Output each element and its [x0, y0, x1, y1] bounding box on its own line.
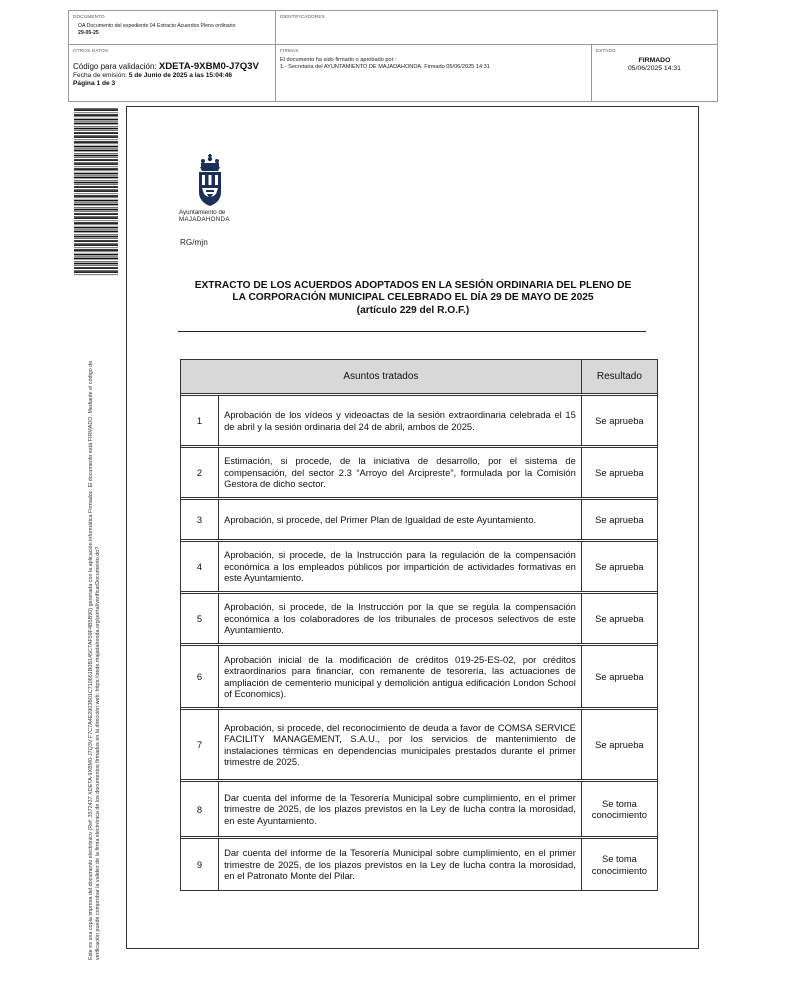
emission-date: 5 de Junio de 2025 a las 15:04:46 [128, 72, 233, 79]
row-result: Se aprueba [581, 542, 657, 592]
row-topic: Aprobación inicial de la modificación de créditos 019-25-ES-02, por créditos extraordinarios para financiar, con remanente de tesorería, las actuaciones de ampliación de cementerio municipal y demolición antigua edificación London School of Economics). [219, 646, 582, 708]
barcode-bar [74, 184, 118, 185]
emission-line [73, 72, 232, 79]
barcode-bar [74, 157, 118, 158]
title-line2: LA CORPORACIÓN MUNICIPAL CELEBRADO EL DÍA 29 DE MAYO DE 2025 [232, 292, 594, 304]
barcode-bar [74, 109, 118, 111]
barcode-bar [74, 113, 118, 114]
barcode-bar [74, 163, 118, 165]
barcode-bar [74, 176, 118, 177]
barcode-bar [74, 195, 118, 197]
table-row [181, 782, 658, 837]
table-header-row [181, 360, 658, 394]
barcode-bar [74, 135, 118, 136]
barcode-bar [74, 240, 118, 242]
barcode-bar [74, 167, 118, 168]
table-row [181, 542, 658, 592]
validation-label: Código para validación: [73, 62, 157, 71]
row-number: 3 [181, 500, 219, 540]
signatures-caption: FIRMAS [280, 48, 299, 53]
barcode-bar [74, 144, 118, 145]
identifiers-caption: IDENTIFICADORES [280, 14, 325, 19]
row-topic: Aprobación de los vídeos y videoactas de la sesión extraordinaria celebrada el 15 de abril y la sesión ordinaria del 24 de abril, ambos de 2025. [219, 396, 582, 446]
barcode-bar [74, 221, 118, 222]
side-text-line1: Este es una copia impresa del documento electrónico (Ref: 3572437 XDETA-9XBM0-J7Q3V F7C7A4E2903B01C710661B0B145C7AF59F4B5B90) generada con la aplicación informática Firmadoc. El documento está FIRMADO. Mediante el código de [88, 360, 94, 960]
emission-label: Fecha de emisión: [73, 72, 127, 79]
barcode-bar [74, 203, 118, 204]
row-topic: Dar cuenta del informe de la Tesorería Municipal sobre cumplimiento, en el primer trimestre de 2025, de los plazos previstos en la Ley de lucha contra la morosidad, en el Patronato Monte del Pilar. [219, 839, 582, 891]
barcode-bar [74, 271, 118, 273]
barcode-bar [74, 243, 118, 244]
barcode-bar [74, 198, 118, 199]
barcode-bar [74, 267, 118, 269]
row-topic: Aprobación, si procede, de la Instrucción para la regulación de la compensación económica a los empleados públicos por impartición de actividades formativas en este Ayuntamiento. [219, 542, 582, 592]
table-body [181, 394, 658, 891]
barcode-bar [74, 168, 118, 170]
row-number: 4 [181, 542, 219, 592]
barcode-bar [74, 238, 118, 239]
row-topic: Dar cuenta del informe de la Tesorería Municipal sobre cumplimiento, en el primer trimestre de 2025, de los plazos previstos en la Ley de lucha contra la morosidad, en este Ayuntamiento. [219, 782, 582, 837]
row-number: 2 [181, 448, 219, 498]
row-topic: Aprobación, si procede, del reconocimiento de deuda a favor de COMSA SERVICE FACILITY MANAGEMENT, S.A.U., por los servicios de mantenimiento de instalaciones térmicas en dependencias municipales prestados durante el primer trimestre de 2025. [219, 710, 582, 780]
document-caption: DOCUMENTO [73, 14, 105, 19]
barcode-bar [74, 149, 118, 150]
table-row [181, 396, 658, 446]
table-row [181, 448, 658, 498]
barcode-bar [74, 128, 118, 130]
barcode-bar [74, 261, 118, 262]
row-result: Se toma conocimiento [581, 839, 657, 891]
validation-code: XDETA-9XBM0-J7Q3V [158, 61, 259, 72]
row-result: Se aprueba [581, 396, 657, 446]
barcode-bar [74, 117, 118, 118]
other-data-caption: OTROS DATOS [73, 48, 109, 53]
barcode-bar [74, 263, 118, 265]
barcode-bar [74, 173, 118, 175]
barcode-bar [74, 126, 118, 127]
barcode-bar [74, 200, 118, 202]
table-row [181, 710, 658, 780]
barcode-bar [74, 114, 118, 116]
barcode-bar [74, 190, 118, 192]
barcode-bar [74, 108, 118, 109]
row-result: Se toma conocimiento [581, 782, 657, 837]
document-reference: RG/mjn [180, 238, 208, 247]
status-caption: ESTADO [596, 48, 616, 53]
row-result: Se aprueba [581, 500, 657, 540]
side-text-line2: verificación puede comprobar la validez de la firma electrónica de los documentos firmados en la dirección web: https://sede.majadahonda.org/portal/verificarDocumento.do? [95, 546, 101, 960]
row-number: 5 [181, 594, 219, 644]
barcode-bar [74, 119, 118, 121]
row-result: Se aprueba [581, 646, 657, 708]
row-number: 6 [181, 646, 219, 708]
barcode-bar [74, 225, 118, 226]
barcode-bar [74, 140, 118, 141]
barcode-bar [74, 275, 118, 276]
barcode-bar [74, 194, 118, 195]
status-value: FIRMADO [638, 57, 671, 64]
document-name: OA Documento del expediente 04 Extracto Acuerdos Pleno ordinario [78, 23, 236, 29]
document-header [68, 10, 718, 102]
document-date: 29-05-25 [78, 30, 99, 36]
other-data-cell [69, 45, 276, 101]
barcode-bar [74, 234, 118, 235]
barcode-bar [74, 171, 118, 172]
signature-entry: 1.- Secretaria del AYUNTAMIENTO DE MAJADAHONDA. Firmado 05/06/2025 14:31 [280, 64, 490, 70]
signatures-intro: El documento ha sido firmado o aprobado por : [280, 57, 397, 63]
barcode-bar [74, 230, 118, 231]
barcode-bar [74, 252, 118, 253]
barcode-bar [74, 132, 118, 134]
barcode-image [74, 108, 118, 276]
verification-side-text [88, 300, 102, 960]
barcode-bar [74, 136, 118, 138]
barcode-bar [74, 270, 118, 271]
barcode-bar [74, 216, 118, 217]
barcode-bar [74, 153, 118, 154]
letterhead-line1: Ayuntamiento de [179, 209, 226, 216]
title-line3: (artículo 229 del R.O.F.) [356, 304, 470, 316]
barcode-bar [74, 231, 118, 233]
table-row [181, 594, 658, 644]
signatures-cell [276, 45, 592, 101]
barcode-bar [74, 244, 118, 246]
barcode-bar [74, 122, 118, 123]
barcode-bar [74, 213, 118, 215]
barcode-bar [74, 257, 118, 258]
barcode-bar [74, 211, 118, 212]
row-number: 8 [181, 782, 219, 837]
barcode-bar [74, 130, 118, 131]
status-date: 05/06/2025 14:31 [628, 65, 681, 72]
barcode-bar [74, 236, 118, 238]
barcode-bar [74, 217, 118, 219]
row-number: 1 [181, 396, 219, 446]
barcode-bar [74, 249, 118, 251]
page-info: Página 1 de 3 [73, 80, 116, 87]
barcode-bar [74, 180, 118, 181]
barcode-bar [74, 222, 118, 224]
barcode-bar [74, 204, 118, 206]
table-row [181, 500, 658, 540]
title-divider [178, 331, 646, 332]
row-result: Se aprueba [581, 448, 657, 498]
header-topics: Asuntos tratados [181, 360, 582, 394]
barcode-bar [74, 141, 118, 143]
row-topic: Estimación, si procede, de la iniciativa de desarrollo, por el sistema de compensación, del sector 2.3 “Arroyo del Arcipreste”, formulada por la Comisión Gestora de dicho sector. [219, 448, 582, 498]
row-topic: Aprobación, si procede, del Primer Plan de Igualdad de este Ayuntamiento. [219, 500, 582, 540]
barcode-bar [74, 207, 118, 208]
barcode-bar [74, 248, 118, 249]
row-number: 9 [181, 839, 219, 891]
table-row [181, 839, 658, 891]
barcode-bar [74, 227, 118, 229]
barcode-bar [74, 150, 118, 152]
header-result: Resultado [581, 360, 657, 394]
agreements-table [180, 359, 658, 891]
barcode-bar [74, 146, 118, 148]
barcode-bar [74, 182, 118, 184]
barcode-bar [74, 177, 118, 179]
barcode-bar [74, 254, 118, 256]
identifiers-cell [276, 11, 717, 45]
document-cell [69, 11, 276, 45]
barcode-bar [74, 162, 118, 163]
row-result: Se aprueba [581, 710, 657, 780]
document-title [178, 280, 648, 317]
barcode-bar [74, 258, 118, 260]
barcode-bar [74, 159, 118, 161]
row-topic: Aprobación, si procede, de la Instrucción por la que se regula la compensación económica a los colaboradores de los tribunales de procesos selectivos de este Ayuntamiento. [219, 594, 582, 644]
title-line1: EXTRACTO DE LOS ACUERDOS ADOPTADOS EN LA SESIÓN ORDINARIA DEL PLENO DE [194, 280, 632, 291]
row-result: Se aprueba [581, 594, 657, 644]
letterhead-line2: MAJADAHONDA [179, 216, 230, 223]
status-cell [592, 45, 717, 101]
barcode-bar [74, 265, 118, 266]
barcode-bar [74, 123, 118, 125]
barcode-bar [74, 186, 118, 188]
validation-line [73, 61, 259, 72]
barcode-bar [74, 155, 118, 157]
barcode-bar [74, 189, 118, 190]
row-number: 7 [181, 710, 219, 780]
table-row [181, 646, 658, 708]
barcode-bar [74, 209, 118, 211]
